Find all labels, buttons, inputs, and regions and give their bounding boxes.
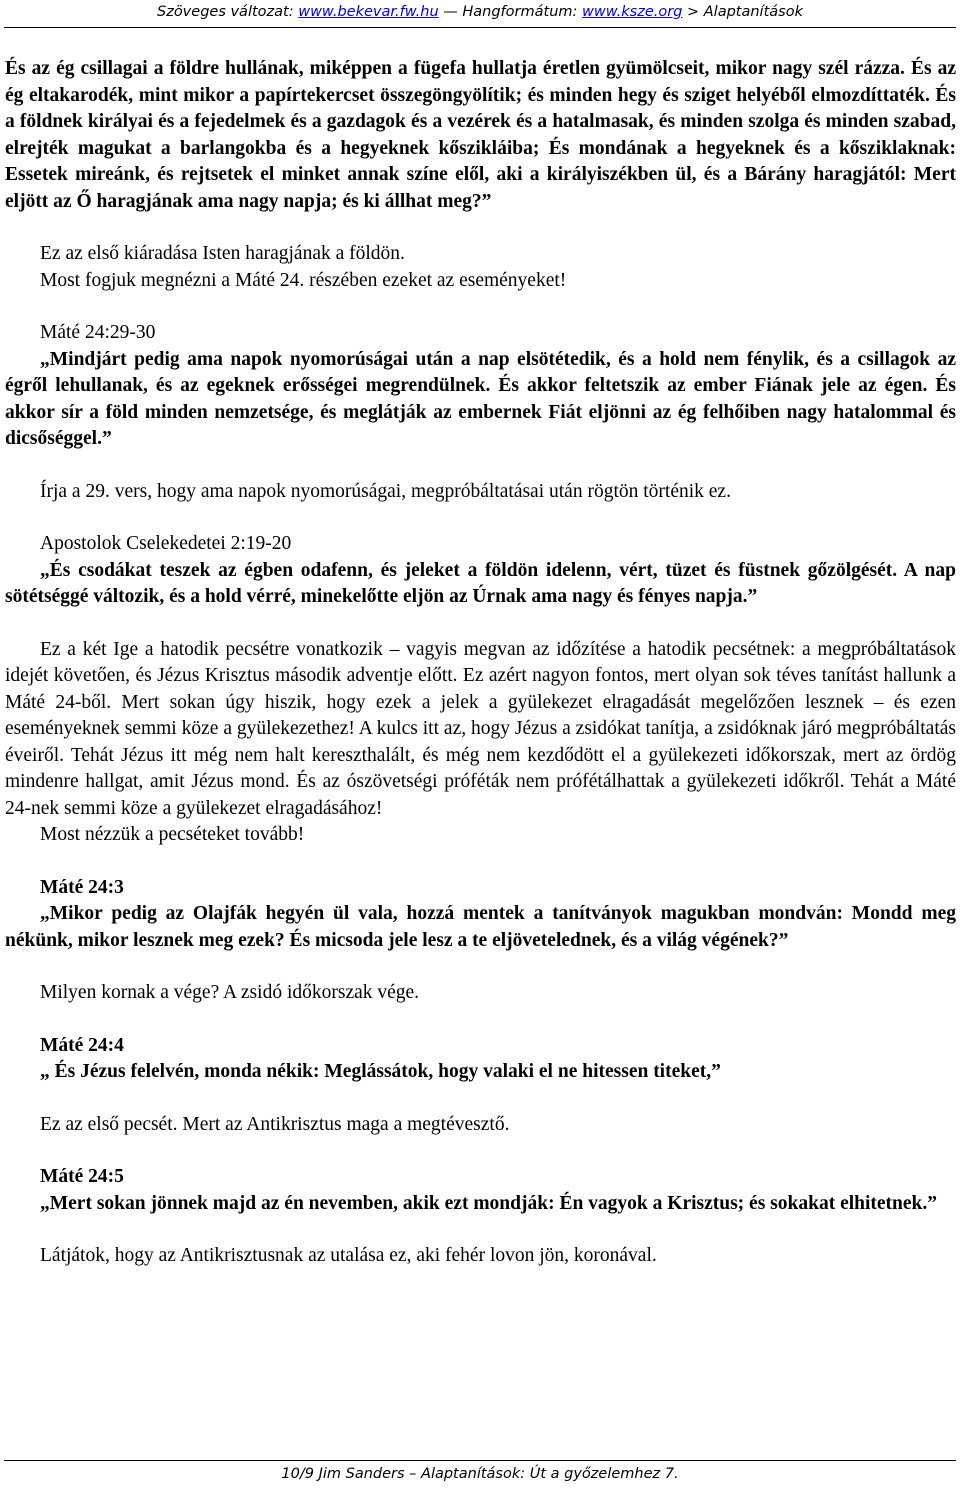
header-prefix: Szöveges változat:	[157, 4, 299, 20]
header-divider	[4, 27, 956, 28]
quote-paragraph: És az ég csillagai a földre hullának, miképpen a fügefa hullatja éretlen gyümölcseit, mikor nagy szél rázza. És az ég eltakarodék, mint mikor a papírtekercset összegöngyölítik; és minden hegy és sziget helyéből elmozdíttaték. És a földnek királyai és a fejedelmek és a gazdagok és a vezérek és a hatalmasak, és minden szolga és minden szabad, elrejték magukat a barlangokba és a hegyeknek kőszikláiba; És mondának a hegyeknek és a kősziklaknak: Essetek mireánk, és rejtsetek el minket annak színe elől, aki a királyiszékben ül, és a Bárány haragjától: Mert eljött az Ő haragjának ama nagy napja; és ki állhat meg?”	[5, 58, 956, 212]
page-body	[5, 56, 956, 1270]
page-footer: 10/9 Jim Sanders – Alaptanítások: Út a győzelemhez 7.	[281, 1466, 679, 1482]
text-paragraph: Írja a 29. vers, hogy ama napok nyomorúságai, megpróbáltatásai után rögtön történik ez.	[40, 480, 731, 502]
text-paragraph: Most fogjuk megnézni a Máté 24. részében ezeket az eseményeket!	[40, 269, 567, 291]
text-paragraph: Ez a két Ige a hatodik pecsétre vonatkozik – vagyis megvan az időzítése a hatodik pecsétnek: a megpróbáltatások idejét követően, és Jézus Krisztus második adventje előtt. Ez azért nagyon fontos, mert olyan sok téves tanítást hallunk a Máté 24-ből. Mert sokan úgy hiszik, hogy ezek a jelek a gyülekezet elragadását megelőzően lesznek – és ezen eseményeknek semmi köze a gyülekezethez! A kulcs itt az, hogy Jézus a zsidókat tanítja, a zsidóknak járó megpróbáltatás éveiről. Tehát Jézus itt még nem halt kereszthalált, és még nem kezdődött el a gyülekezeti időkorszak, mert az ördög mindenre hallgat, amit Jézus mond. És az ószövetségi próféták nem prófétálhattak a gyülekezeti időkről. Tehát a Máté 24-nek semmi köze a gyülekezet elragadásához!	[5, 638, 956, 819]
scripture-quote: „Mert sokan jönnek majd az én nevemben, akik ezt mondják: Én vagyok a Krisztus; és sokakat elhitetnek.”	[40, 1192, 938, 1214]
text-paragraph: Ez az első pecsét. Mert az Antikrisztus maga a megtévesztő.	[40, 1113, 510, 1135]
text-paragraph: Most nézzük a pecséteket tovább!	[40, 824, 305, 845]
header-mid: — Hangformátum:	[438, 4, 582, 20]
header-suffix: > Alaptanítások	[682, 4, 803, 20]
scripture-reference: Máté 24:29-30	[40, 322, 156, 343]
text-paragraph: Milyen kornak a vége? A zsidó időkorszak vége.	[40, 982, 420, 1003]
scripture-reference: Máté 24:4	[40, 1034, 124, 1056]
scripture-quote: „Mindjárt pedig ama napok nyomorúságai után a nap elsötétedik, és a hold nem fénylik, és a csillagok az égről lehullanak, és az egeknek erősségei megrendülnek. És akkor feltetszik az ember Fiának jele az égen. És akkor sír a föld minden nemzetsége, és meglátják az embernek Fiát eljönni az ég felhőiben nagy hatalommal és dicsőséggel.”	[5, 348, 956, 449]
page-header	[0, 4, 960, 20]
scripture-quote: „És csodákat teszek az égben odafenn, és jeleket a földön idelenn, vért, tüzet és füstnek gőzölgését. A nap sötétséggé változik, és a hold vérré, minekelőtte eljön az Úrnak ama nagy és fényes napja.”	[5, 559, 956, 607]
footer-divider	[4, 1460, 956, 1461]
scripture-reference: Máté 24:3	[40, 876, 124, 898]
scripture-reference: Máté 24:5	[40, 1166, 124, 1187]
text-paragraph: Ez az első kiáradása Isten haragjának a földön.	[40, 243, 405, 264]
scripture-reference: Apostolok Cselekedetei 2:19-20	[40, 533, 292, 554]
text-paragraph: Látjátok, hogy az Antikrisztusnak az utalása ez, aki fehér lovon jön, koronával.	[40, 1245, 657, 1266]
scripture-quote: „Mikor pedig az Olajfák hegyén ül vala, hozzá mentek a tanítványok magukban mondván: Mondd meg nékünk, mikor lesznek meg ezek? És micsoda jele lesz a te eljövetelednek, és a világ végének?”	[5, 903, 956, 951]
scripture-quote: „ És Jézus felelvén, monda nékik: Meglássátok, hogy valaki el ne hitessen titeket,”	[40, 1061, 721, 1082]
ksze-link[interactable]: www.ksze.org	[582, 4, 683, 20]
bekevar-link[interactable]: www.bekevar.fw.hu	[298, 4, 439, 20]
